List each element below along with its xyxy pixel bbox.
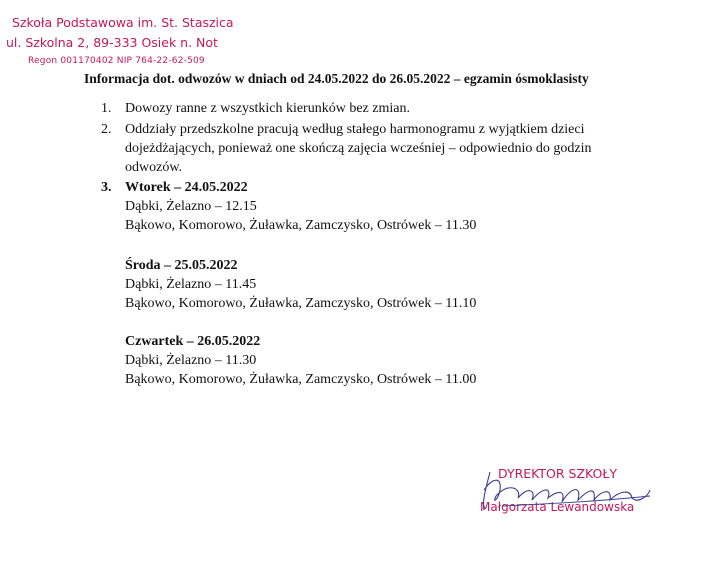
list-item-line: dojeżdżających, ponieważ one skończą zajęcia wcześniej – odpowiednio do godzin	[125, 141, 592, 156]
handwritten-signature	[462, 460, 662, 530]
schedule-line: Bąkowo, Komorowo, Żuławka, Zamczysko, Ostrówek – 11.10	[125, 296, 477, 311]
schedule-day: Wtorek – 24.05.2022	[125, 180, 248, 195]
stamp-regon-nip: Regon 001170402 NIP 764-22-62-509	[28, 56, 205, 66]
list-item-number: 2.	[101, 122, 112, 137]
list-item-line: Oddziały przedszkolne pracują według stałego harmonogramu z wyjątkiem dzieci	[125, 122, 585, 137]
signature-name: Małgorzata Lewandowska	[480, 500, 635, 514]
list-item-text: Dowozy ranne z wszystkich kierunków bez zmian.	[125, 101, 410, 116]
list-item-text	[125, 120, 591, 177]
list-item-line: odwozów.	[125, 160, 183, 175]
stamp-school-name: Szkoła Podstawowa im. St. Staszica	[12, 15, 234, 30]
signature-stamp	[462, 460, 662, 530]
schedule-day: Środa – 25.05.2022	[125, 258, 238, 273]
schedule-line: Bąkowo, Komorowo, Żuławka, Zamczysko, Ostrówek – 11.30	[125, 218, 477, 233]
schedule-line: Dąbki, Żelazno – 12.15	[125, 199, 257, 214]
list-item-number: 3.	[101, 180, 112, 195]
schedule-block-thursday	[125, 332, 476, 389]
document-title: Informacja dot. odwozów w dniach od 24.05.2022 do 26.05.2022 – egzamin ósmoklasisty	[84, 71, 589, 86]
schedule-line: Dąbki, Żelazno – 11.30	[125, 353, 257, 368]
schedule-day: Czwartek – 26.05.2022	[125, 334, 261, 349]
schedule-block-wednesday	[125, 256, 476, 313]
list-item-number: 1.	[101, 101, 112, 116]
schedule-block-tuesday	[125, 178, 476, 235]
schedule-line: Dąbki, Żelazno – 11.45	[125, 277, 257, 292]
signature-title: DYREKTOR SZKOŁY	[498, 466, 618, 481]
stamp-address: ul. Szkolna 2, 89-333 Osiek n. Not	[6, 35, 218, 50]
schedule-line: Bąkowo, Komorowo, Żuławka, Zamczysko, Ostrówek – 11.00	[125, 372, 477, 387]
